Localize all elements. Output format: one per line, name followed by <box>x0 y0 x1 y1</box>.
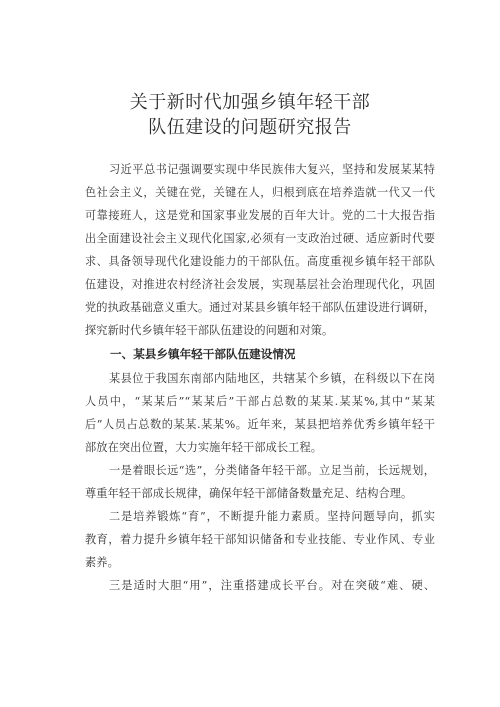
paragraph-line: 素养。 <box>85 556 119 569</box>
paragraph-line: 某县位于我国东南部内陆地区，共辖某个乡镇，在科级以下在岗 <box>109 372 435 385</box>
paragraph-line: 部放在突出位置，大力实施年轻干部成长工程。 <box>85 441 323 454</box>
document-title-line-1: 关于新时代加强乡镇年轻干部 <box>129 92 371 113</box>
intro-line: 习近平总书记强调要实现中华民族伟大复兴，坚持和发展某某特 <box>109 163 435 176</box>
paragraph-line: 二是培养锻炼“育”，不断提升能力素质。坚持问题导向，抓实 <box>109 510 435 523</box>
intro-line: 求、具备领导现代化建设能力的干部队伍。高度重视乡镇年轻干部队 <box>85 255 435 268</box>
intro-line: 出全面建设社会主义现代化国家,必须有一支政治过硬、适应新时代要 <box>85 232 435 245</box>
paragraph-line: 教育，着力提升乡镇年轻干部知识储备和专业技能、专业作风、专业 <box>85 533 435 546</box>
paragraph-line: 尊重年轻干部成长规律，确保年轻干部储备数量充足、结构合理。 <box>85 487 413 500</box>
paragraph-line: 三是适时大胆“用”，注重搭建成长平台。对在突破“难、硬、 <box>109 579 435 592</box>
section-heading: 一、某县乡镇年轻干部队伍建设情况 <box>110 347 296 361</box>
paragraph-line: 人员中，“某某后”“某某后”干部占总数的某某.某某%,其中“某某 <box>85 395 435 408</box>
intro-line: 党的执政基础意义重大。通过对某县乡镇年轻干部队伍建设进行调研， <box>85 301 435 314</box>
document-title-line-2: 队伍建设的问题研究报告 <box>148 117 352 138</box>
intro-line: 可靠接班人，这是党和国家事业发展的百年大计。党的二十大报告指 <box>85 209 435 222</box>
intro-line: 伍建设，对推进农村经济社会发展，实现基层社会治理现代化，巩固 <box>85 278 435 291</box>
intro-line: 探究新时代乡镇年轻干部队伍建设的问题和对策。 <box>85 324 334 337</box>
paragraph-line: 后”人员占总数的某某.某某%。近年来，某县把培养优秀乡镇年轻干 <box>85 418 435 431</box>
intro-line: 色社会主义，关键在党，关键在人，归根到底在培养造就一代又一代 <box>85 186 435 199</box>
paragraph-line: 一是着眼长远“选”，分类储备年轻干部。立足当前，长远规划， <box>109 464 435 477</box>
